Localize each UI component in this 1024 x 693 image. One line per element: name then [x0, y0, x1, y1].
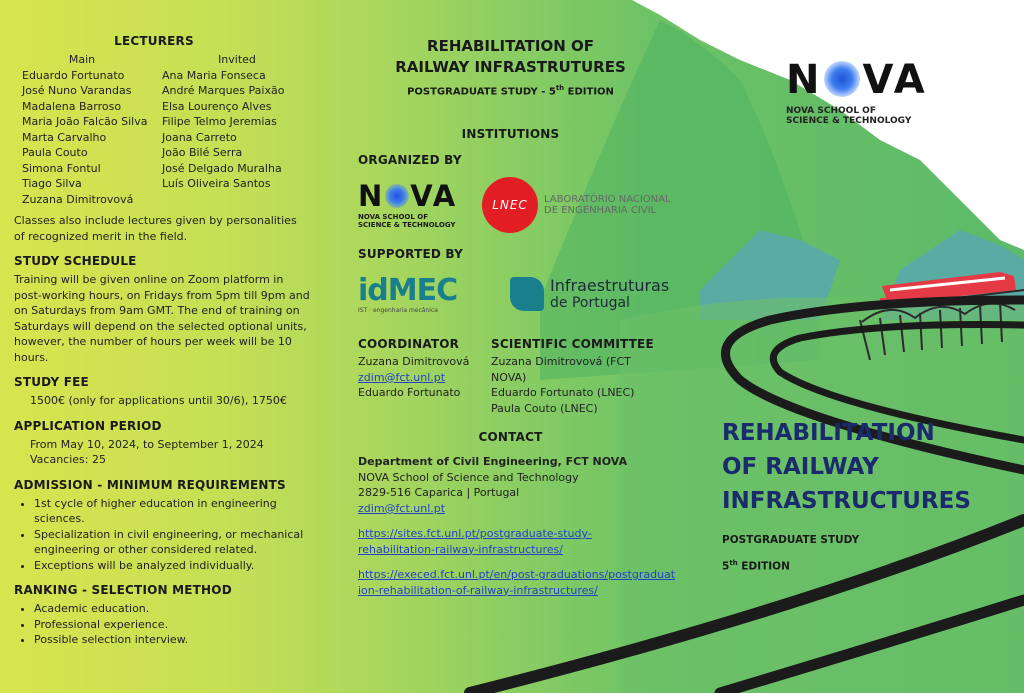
- cover-nova-logo: [786, 57, 946, 126]
- committee-heading: SCIENTIFIC COMMITTEE: [491, 337, 654, 352]
- left-panel: [14, 34, 314, 648]
- coordinator-block: [358, 337, 491, 416]
- contact-address: 2829-516 Caparica | Portugal: [358, 486, 520, 500]
- lecturer-name: Madalena Barroso: [22, 99, 122, 113]
- contact-block: [358, 454, 678, 598]
- list-item: • Specialization in civil engineering, or mechanical engineering or other considered related.: [34, 527, 314, 558]
- idmec-logo: [358, 272, 498, 314]
- lecturer-name: Joana Carreto: [162, 130, 237, 144]
- cover-title-line1: REHABILITATION: [722, 420, 935, 446]
- subtitle-post: EDITION: [564, 86, 614, 98]
- lecturers-grid: [22, 52, 314, 207]
- middle-title-line1: REHABILITATION OF: [427, 37, 594, 55]
- middle-panel: [358, 36, 678, 598]
- ip-symbol-icon: [510, 277, 544, 311]
- committee-block: [491, 337, 666, 416]
- edition-sup: th: [729, 559, 738, 567]
- coordinator-heading: COORDINATOR: [358, 337, 460, 352]
- lecturer-name: João Bilé Serra: [162, 146, 243, 159]
- lnec-mark: LNEC: [492, 198, 528, 213]
- people-row: [358, 337, 678, 416]
- contact-link-1[interactable]: [358, 526, 678, 557]
- cover-nova-letters-va: VA: [862, 57, 928, 103]
- admission-heading: ADMISSION - MINIMUM REQUIREMENTS: [14, 477, 286, 492]
- lnec-line1: LABORATÓRIO NACIONAL: [544, 194, 671, 206]
- contact-link-2[interactable]: [358, 567, 678, 598]
- schedule-text: Training will be given online on Zoom platform in post-working hours, on Fridays from 5pm till 9pm and on Saturdays from 9am GMT. The end of training on Saturdays will depend on the selected optional units, however, the number of hours per week will be 10 hours.: [14, 273, 310, 364]
- ranking-heading: RANKING - SELECTION METHOD: [14, 583, 232, 597]
- lecturers-main: [22, 52, 162, 207]
- institutions-heading: INSTITUTIONS: [461, 127, 560, 142]
- lecturer-name: José Delgado Muralha: [162, 161, 282, 175]
- lnec-line2: DE ENGENHARIA CIVIL: [544, 205, 657, 217]
- contact-dept: Department of Civil Engineering, FCT NOVA: [358, 455, 628, 469]
- admission-list: [14, 496, 314, 574]
- nova-letters-va: VA: [410, 179, 458, 214]
- coordinator-email-link[interactable]: zdim@fct.unl.pt: [358, 370, 446, 384]
- cover-subtitle: POSTGRADUATE STUDY: [722, 534, 860, 546]
- middle-subtitle: [358, 84, 663, 97]
- contact-email-link[interactable]: zdim@fct.unl.pt: [358, 501, 446, 515]
- middle-title: [358, 36, 663, 78]
- nova-dot-icon: [385, 184, 409, 208]
- middle-title-line2: RAILWAY INFRASTRUTURES: [395, 58, 626, 76]
- cover-nova-tagline-2: SCIENCE & TECHNOLOGY: [786, 116, 912, 126]
- lecturers-invited: [162, 52, 302, 207]
- lecturer-name: Tiago Silva: [22, 177, 82, 190]
- list-item: • Professional experience.: [34, 617, 314, 633]
- invited-label: Invited: [218, 53, 256, 66]
- application-heading: APPLICATION PERIOD: [14, 418, 162, 433]
- lecturer-name: André Marques Paixão: [162, 84, 285, 97]
- cover-title-line2: OF RAILWAY: [722, 454, 879, 480]
- nova-wordmark: [358, 179, 476, 214]
- subtitle-pre: POSTGRADUATE STUDY - 5: [407, 86, 556, 98]
- list-item: • Exceptions will be analyzed individually.: [34, 558, 314, 574]
- subtitle-sup: th: [555, 84, 565, 92]
- list-item: • Possible selection interview.: [34, 632, 314, 648]
- link-1-part-b[interactable]: rehabilitation-railway-infrastructures/: [358, 542, 563, 556]
- cover-nova-wordmark: [786, 57, 946, 103]
- organizer-logos: [358, 175, 678, 235]
- lecturers-heading: LECTURERS: [114, 34, 194, 48]
- lecturer-name: Elsa Lourenço Alves: [162, 99, 272, 113]
- cover-nova-letter-n: N: [786, 57, 823, 103]
- cover-edition: [722, 559, 790, 573]
- lecturers-note: Classes also include lectures given by personalities of recognized merit in the field.: [14, 214, 297, 243]
- lnec-logo: [482, 177, 671, 233]
- ip-logo: [510, 277, 669, 311]
- lecturer-name: Eduardo Fortunato: [22, 68, 125, 82]
- contact-heading: CONTACT: [478, 430, 543, 445]
- ranking-list: [14, 601, 314, 648]
- ip-line2: de Portugal: [550, 295, 630, 312]
- lecturer-name: Luís Oliveira Santos: [162, 177, 271, 190]
- organized-by-heading: ORGANIZED BY: [358, 153, 462, 168]
- contact-school: NOVA School of Science and Technology: [358, 470, 579, 484]
- link-1-part-a[interactable]: https://sites.fct.unl.pt/postgraduate-study-: [358, 527, 592, 541]
- fee-text: 1500€ (only for applications until 30/6), 1750€: [30, 394, 287, 407]
- lecturer-name: Filipe Telmo Jeremias: [162, 115, 277, 128]
- nova-tagline-2: SCIENCE & TECHNOLOGY: [358, 221, 456, 230]
- application-vacancies: Vacancies: 25: [30, 453, 106, 466]
- coordinator-name: Zuzana Dimitrovová: [358, 355, 470, 369]
- lecturer-name: Simona Fontul: [22, 161, 101, 175]
- committee-member: Zuzana Dimitrovová (FCT NOVA): [491, 355, 631, 384]
- list-item: • Academic education.: [34, 601, 314, 617]
- committee-member: Eduardo Fortunato (LNEC): [491, 386, 635, 400]
- fee-heading: STUDY FEE: [14, 375, 89, 389]
- list-item: • 1st cycle of higher education in engineering sciences.: [34, 496, 314, 527]
- idmec-sub: IST · engenharia mecânica: [358, 306, 438, 314]
- lecturer-name: Paula Couto: [22, 146, 88, 159]
- nova-letter-n: N: [358, 179, 385, 214]
- lecturer-name: Marta Carvalho: [22, 130, 107, 144]
- committee-member: Paula Couto (LNEC): [491, 401, 598, 415]
- nova-logo: [358, 181, 476, 229]
- lecturer-name: Ana Maria Fonseca: [162, 68, 266, 82]
- cover-title: [722, 416, 1012, 518]
- lnec-circle-icon: [482, 177, 538, 233]
- link-2-part-a[interactable]: https://execed.fct.unl.pt/en/post-graduations/postgraduat: [358, 568, 676, 582]
- lecturer-name: Zuzana Dimitrovová: [22, 192, 134, 206]
- ip-text: [550, 277, 669, 311]
- cover-nova-tagline-1: NOVA SCHOOL OF: [786, 106, 876, 116]
- edition-pre: 5: [722, 560, 730, 573]
- edition-post: EDITION: [737, 560, 790, 573]
- supported-by-heading: SUPPORTED BY: [358, 247, 463, 262]
- lecturer-name: Maria João Falcão Silva: [22, 115, 148, 128]
- cover-title-line3: INFRASTRUCTURES: [722, 488, 971, 514]
- ip-line1: Infraestruturas: [550, 276, 670, 296]
- application-period: From May 10, 2024, to September 1, 2024: [30, 437, 264, 451]
- link-2-part-b[interactable]: ion-rehabilitation-of-railway-infrastructures/: [358, 583, 598, 597]
- main-label: Main: [68, 53, 96, 66]
- cover-nova-dot-icon: [824, 61, 860, 97]
- idmec-mark: idMEC: [358, 272, 458, 308]
- lecturer-name: José Nuno Varandas: [22, 84, 132, 97]
- nova-tagline-1: NOVA SCHOOL OF: [358, 213, 428, 222]
- coordinator-name-2: Eduardo Fortunato: [358, 386, 461, 400]
- supporter-logos: [358, 271, 678, 317]
- lnec-text: [544, 194, 671, 216]
- schedule-heading: STUDY SCHEDULE: [14, 254, 137, 268]
